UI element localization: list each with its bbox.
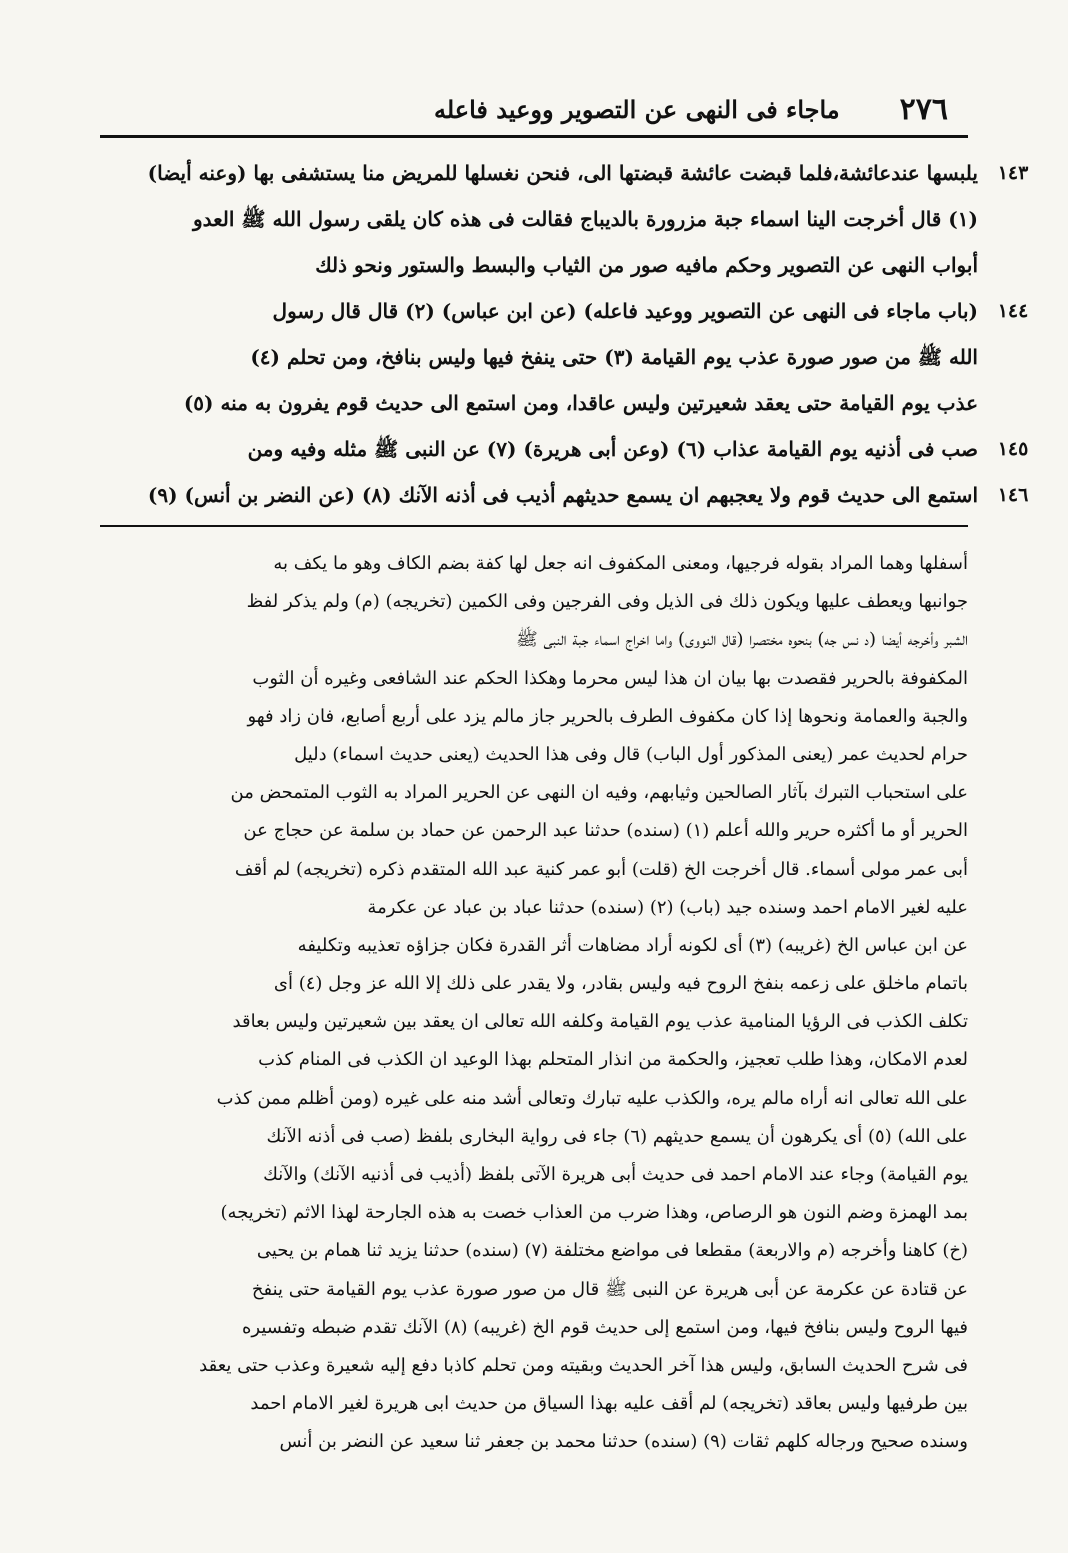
hadith-line <box>90 472 1048 518</box>
hadith-line <box>90 380 1048 426</box>
hadith-line <box>90 242 1048 288</box>
commentary-line: عن ابن عباس الخ (غريبه) (٣) أى لكونه أراد مضاهات أثر القدرة فكان جزاؤه تعذيبه وتكليفه <box>297 934 968 956</box>
commentary-line: بمد الهمزة وضم النون هو الرصاص، وهذا ضرب من العذاب خصت به هذه الجارحة لهذا الاثم (تخريجه) <box>220 1202 968 1224</box>
commentary-line: والجبة والعمامة ونحوها إذا كان مكفوف الطرف بالحرير جاز مالم يزد على أربع أصابع، فان زاد فهو <box>247 705 968 727</box>
commentary-line: باتمام ماخلق على زعمه بنفخ الروح فيه وليس بقادر، ولا يقدر على ذلك إلا الله عز وجل (٤) أى <box>273 973 968 995</box>
section-divider <box>100 525 968 527</box>
commentary-line: عليه لغير الامام احمد وسنده جيد (باب) (٢) (سنده) حدثنا عباد بن عباد عن عكرمة <box>367 896 968 918</box>
commentary-line: حرام لحديث عمر (يعنى المذكور أول الباب) قال وفى هذا الحديث (يعنى حديث اسماء) دليل <box>294 743 968 765</box>
commentary-line: فيها الروح وليس بنافخ فيها، ومن استمع إلى حديث قوم الخ (غريبه) (٨) الآنك تقدم ضبطه وتفسيره <box>241 1316 968 1338</box>
hadith-line-text: الله ﷺ من صور صورة عذب يوم القيامة (٣) حتى ينفخ فيها وليس بنافخ، ومن تحلم (٤) <box>250 345 978 369</box>
commentary-line: على استحباب التبرك بآثار الصالحين وثيابهم، وفيه ان النهى عن الحرير المراد به الثوب المتمحض من <box>230 782 968 804</box>
hadith-number: ١٤٥ <box>997 438 1029 460</box>
hadith-line-text: (١) قال أخرجت الينا اسماء جبة مزرورة بالديباج فقالت فى هذه كان يلقى رسول الله ﷺ العدو <box>192 207 978 231</box>
commentary-line: (خ) كاهنا وأخرجه (م والاربعة) مقطعا فى مواضع مختلفة (٧) (سنده) حدثنا يزيد ثنا همام بن يحيى <box>256 1240 968 1262</box>
hadith-line-text: (باب ماجاء فى النهى عن التصوير ووعيد فاعله) (عن ابن عباس) (٢) قال قال رسول <box>272 299 978 323</box>
commentary-line: أبى عمر مولى أسماء. قال أخرجت الخ (قلت) أبو عمر كنية عبد الله المتقدم ذكره (تخريجه) لم أقف <box>234 858 968 880</box>
page-number: ٢٧٦ <box>899 91 948 127</box>
header-rule <box>100 135 968 138</box>
page-header <box>340 84 948 134</box>
commentary-line: جوانبها ويعطف عليها ويكون ذلك فى الذيل وفى الفرجين وفى الكمين (تخريجه) (م) ولم يذكر لفظ <box>246 591 968 613</box>
commentary-line: بين طرفيها وليس بعاقد (تخريجه) لم أقف عليه بهذا السياق من حديث ابى هريرة لغير الامام احمد <box>250 1393 968 1415</box>
hadith-number: ١٤٣ <box>997 162 1029 184</box>
hadith-line <box>90 150 1048 196</box>
commentary-line: فى شرح الحديث السابق، وليس هذا آخر الحديث وبقيته ومن تحلم كاذبا دفع إليه شعيرة وعذب حتى يعقد <box>199 1354 968 1376</box>
commentary-line: على الله تعالى انه أراه مالم يره، والكذب عليه تبارك وتعالى أشد منه على غيره (ومن أظلم ممن كذب <box>216 1087 968 1109</box>
commentary-line: على الله) (٥) أى يكرهون أن يسمع حديثهم (٦) جاء فى رواية البخارى بلفظ (صب فى أذنه الآنك <box>266 1125 968 1147</box>
commentary-line: الحرير أو ما أكثره حرير والله أعلم (١) (سنده) حدثنا عبد الرحمن عن حماد بن سلمة عن حجاج عن <box>243 820 968 842</box>
hadith-number: ١٤٦ <box>997 484 1029 506</box>
commentary-line: يوم القيامة) وجاء عند الامام احمد فى حديث أبى هريرة الآتى بلفظ (أذيب فى أذنيه الآنك) والآنك <box>263 1164 968 1185</box>
running-title: ماجاء فى النهى عن التصوير ووعيد فاعله <box>433 94 840 124</box>
commentary-block <box>95 545 968 1462</box>
hadith-line-text: أبواب النهى عن التصوير وحكم مافيه صور من الثياب والبسط والستور ونحو ذلك <box>315 253 978 277</box>
hadith-number: ١٤٤ <box>997 300 1029 322</box>
hadith-line <box>90 196 1048 242</box>
commentary-line: الشبر وأخرجه أيضا (د نس جه) بنحوه مختصرا (قال النووى) واما اخراج اسماء جبة النبى ﷺ <box>515 629 968 651</box>
hadith-line-text: صب فى أذنيه يوم القيامة عذاب (٦) (وعن أبى هريرة) (٧) عن النبى ﷺ مثله وفيه ومن <box>247 437 978 461</box>
hadith-line-text: عذب يوم القيامة حتى يعقد شعيرتين وليس عاقدا، ومن استمع الى حديث قوم يفرون به منه (٥) <box>183 391 978 415</box>
hadith-line <box>90 334 1048 380</box>
hadith-line <box>90 288 1048 334</box>
commentary-line: أسفلها وهما المراد بقوله فرجيها، ومعنى المكفوف انه جعل لها كفة بضم الكاف وهو ما يكف به <box>273 553 968 574</box>
hadith-text-block <box>90 150 1048 518</box>
hadith-line-text: يلبسها عندعائشة،فلما قبضت عائشة قبضتها الى، فنحن نغسلها للمريض منا يستشفى بها (وعنه أيضا) <box>147 161 978 185</box>
commentary-line: عن قتادة عن عكرمة عن أبى هريرة عن النبى ﷺ قال من صور صورة عذب يوم القيامة حتى ينفخ <box>251 1278 968 1300</box>
hadith-line <box>90 426 1048 472</box>
commentary-line: تكلف الكذب فى الرؤيا المنامية عذب يوم القيامة وكلفه الله تعالى ان يعقد بين شعيرتين وليس بعاقد <box>232 1011 968 1033</box>
hadith-line-text: استمع الى حديث قوم ولا يعجبهم ان يسمع حديثهم أذيب فى أذنه الآنك (٨) (عن النضر بن أنس) (٩) <box>147 483 978 507</box>
commentary-line: وسنده صحيح ورجاله كلهم ثقات (٩) (سنده) حدثنا محمد بن جعفر ثنا سعيد عن النضر بن أنس <box>279 1431 968 1453</box>
commentary-line: لعدم الامكان، وهذا طلب تعجيز، والحكمة من انذار المتحلم بهذا الوعيد ان الكذب فى المنام كذب <box>258 1049 968 1071</box>
commentary-line: المكفوفة بالحرير فقصدت بها بيان ان هذا ليس محرما وهكذا الحكم عند الشافعى وغيره أن الثوب <box>252 667 968 689</box>
